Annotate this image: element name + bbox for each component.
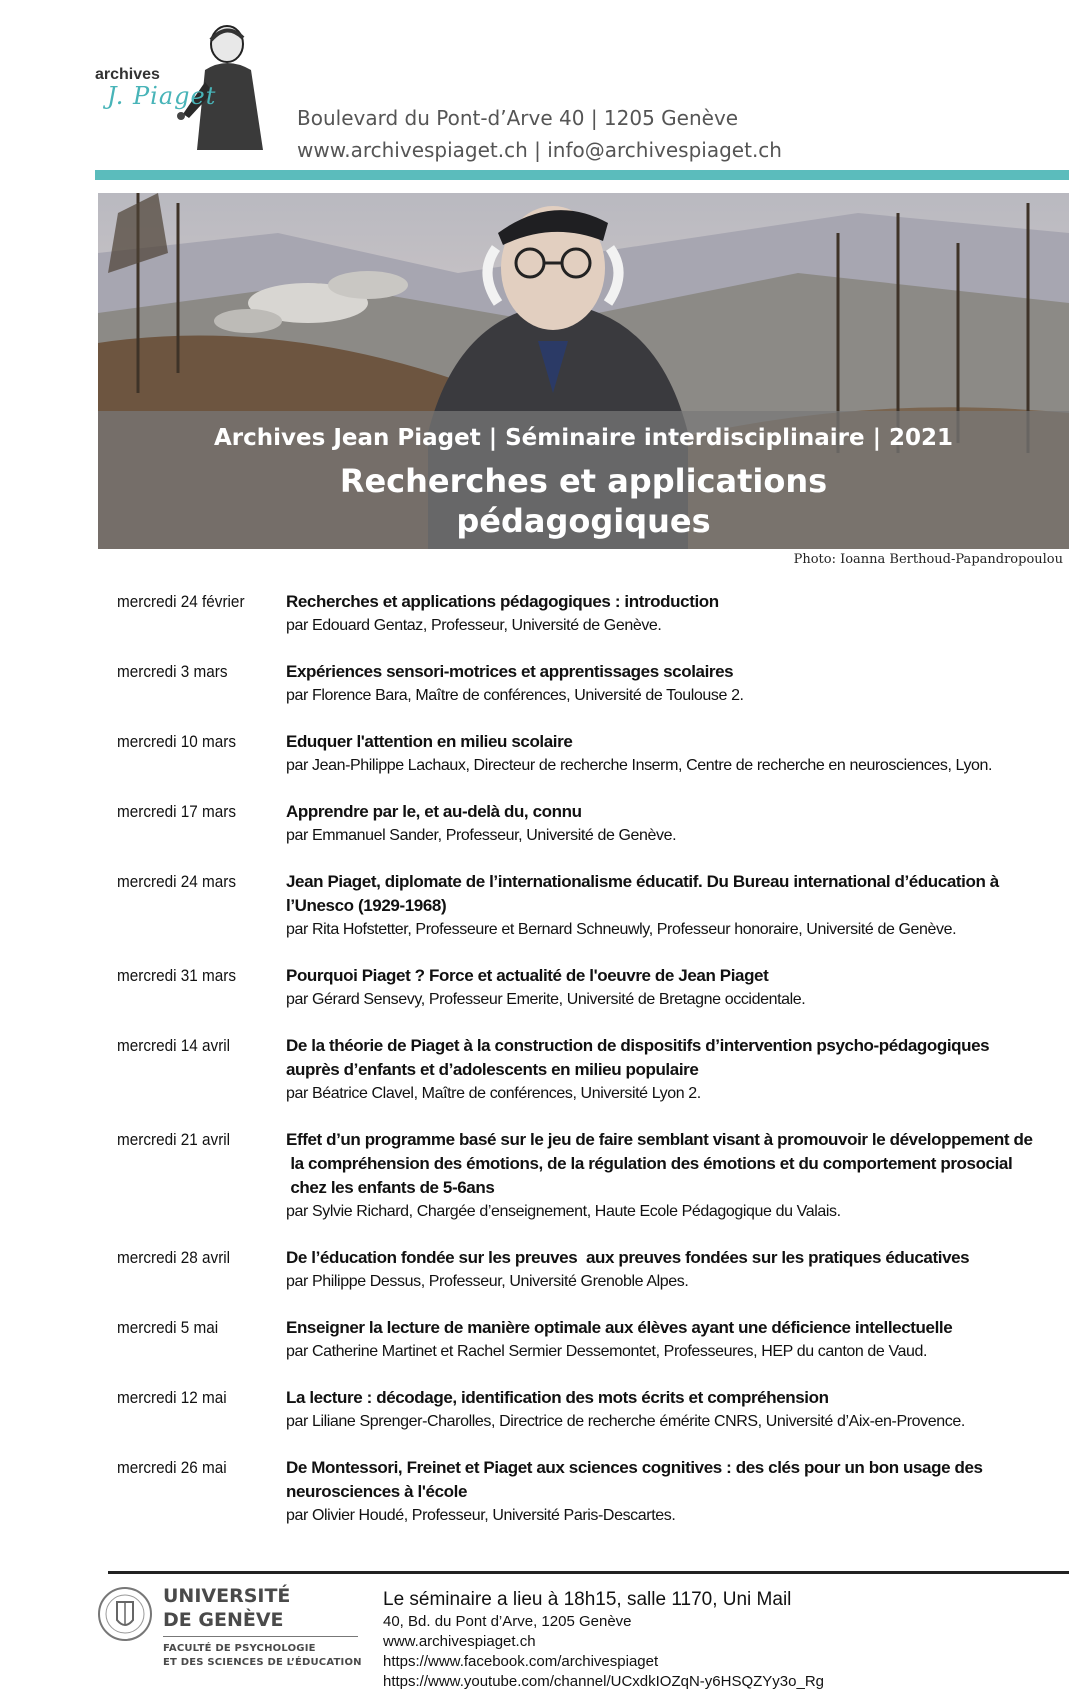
venue-info: [383, 1588, 824, 1692]
session-date: mercredi 21 avril: [117, 1130, 231, 1149]
header: [95, 22, 1069, 172]
session-body: [286, 1034, 1067, 1106]
seminar-header: Archives Jean Piaget | Séminaire interdisciplinaire | 2021: [214, 425, 953, 451]
session-row: [117, 1034, 1067, 1106]
session-title: Effet d’un programme basé sur le jeu de faire semblant visant à promouvoir le développement de: [286, 1130, 1033, 1149]
seminar-program: [117, 590, 1067, 1550]
session-speaker: par Liliane Sprenger-Charolles, Directrice de recherche émérite CNRS, Université d’Aix-en-Provence.: [286, 1413, 965, 1430]
session-speaker: par Olivier Houdé, Professeur, Université Paris-Descartes.: [286, 1507, 676, 1524]
session-body: [286, 1128, 1067, 1224]
youtube-link[interactable]: https://www.youtube.com/channel/UCxdkIOZqN-y6HSQZYy3o_Rg: [383, 1673, 825, 1690]
session-date: mercredi 12 mai: [117, 1388, 227, 1407]
session-date: mercredi 14 avril: [117, 1036, 231, 1055]
session-body: [286, 730, 1067, 778]
unige-name: [163, 1584, 290, 1632]
unige-name-line: UNIVERSITÉ: [163, 1585, 291, 1607]
seminar-title-line: Recherches et applications: [339, 462, 828, 500]
session-speaker: par Sylvie Richard, Chargée d’enseignement, Haute Ecole Pédagogique du Valais.: [286, 1203, 841, 1220]
website-link[interactable]: www.archivespiaget.ch: [383, 1633, 536, 1650]
session-title: Expériences sensori-motrices et apprentissages scolaires: [286, 662, 734, 681]
session-speaker: par Catherine Martinet et Rachel Sermier Dessemontet, Professeures, HEP du canton de Vaud.: [286, 1343, 928, 1360]
web-email-line[interactable]: www.archivespiaget.ch | info@archivespiaget.ch: [297, 138, 782, 162]
session-row: [117, 870, 1067, 942]
banner: [98, 193, 1069, 549]
session-body: [286, 800, 1067, 848]
session-speaker: par Jean-Philippe Lachaux, Directeur de recherche Inserm, Centre de recherche en neurosciences, Lyon.: [286, 757, 993, 774]
session-row: [117, 1246, 1067, 1294]
unige-rule: [163, 1636, 358, 1637]
session-row: [117, 1386, 1067, 1434]
session-date: mercredi 17 mars: [117, 802, 237, 821]
unige-name-line: DE GENÈVE: [163, 1609, 284, 1631]
faculty-line: ET DES SCIENCES DE L’ÉDUCATION: [163, 1657, 362, 1668]
session-row: [117, 660, 1067, 708]
session-body: [286, 1316, 1067, 1364]
venue-address: 40, Bd. du Pont d’Arve, 1205 Genève: [383, 1613, 632, 1630]
address-block: [297, 102, 782, 166]
photo-credit: Photo: Ioanna Berthoud-Papandropoulou: [793, 552, 1063, 567]
venue-main-line: Le séminaire a lieu à 18h15, salle 1170, Uni Mail: [383, 1589, 792, 1610]
session-title: auprès d’enfants et d’adolescents en milieu populaire: [286, 1060, 699, 1079]
session-title: Jean Piaget, diplomate de l’internationalisme éducatif. Du Bureau international d’éducation à: [286, 872, 999, 891]
unige-logo: [95, 1580, 365, 1700]
session-date: mercredi 10 mars: [117, 732, 237, 751]
session-body: [286, 1386, 1067, 1434]
seminar-title: [98, 461, 1069, 541]
header-divider: [95, 170, 1069, 180]
session-title: De l’éducation fondée sur les preuves aux preuves fondées sur les pratiques éducatives: [286, 1248, 970, 1267]
session-title: l’Unesco (1929-1968): [286, 896, 447, 915]
seminar-title-line: pédagogiques: [456, 502, 711, 540]
session-date: mercredi 28 avril: [117, 1248, 231, 1267]
session-date: mercredi 26 mai: [117, 1458, 227, 1477]
session-body: [286, 590, 1067, 638]
session-row: [117, 1316, 1067, 1364]
session-date: mercredi 31 mars: [117, 966, 237, 985]
session-body: [286, 1456, 1067, 1528]
session-body: [286, 870, 1067, 942]
session-speaker: par Gérard Sensevy, Professeur Emerite, Université de Bretagne occidentale.: [286, 991, 806, 1008]
session-speaker: par Béatrice Clavel, Maître de conférences, Université Lyon 2.: [286, 1085, 701, 1102]
faculty-line: FACULTÉ DE PSYCHOLOGIE: [163, 1643, 316, 1654]
session-title: Enseigner la lecture de manière optimale aux élèves ayant une déficience intellectuelle: [286, 1318, 953, 1337]
session-title: De Montessori, Freinet et Piaget aux sciences cognitives : des clés pour un bon usage des: [286, 1458, 983, 1477]
footer-divider: [108, 1571, 1069, 1574]
session-speaker: par Emmanuel Sander, Professeur, Université de Genève.: [286, 827, 677, 844]
session-speaker: par Rita Hofstetter, Professeure et Bernard Schneuwly, Professeur honoraire, Université de Genève.: [286, 921, 957, 938]
session-date: mercredi 3 mars: [117, 662, 228, 681]
session-date: mercredi 24 mars: [117, 872, 237, 891]
session-speaker: par Philippe Dessus, Professeur, Université Grenoble Alpes.: [286, 1273, 689, 1290]
session-title: chez les enfants de 5-6ans: [286, 1178, 495, 1197]
session-title: neurosciences à l'école: [286, 1482, 467, 1501]
session-title: Apprendre par le, et au-delà du, connu: [286, 802, 582, 821]
session-title: La lecture : décodage, identification des mots écrits et compréhension: [286, 1388, 829, 1407]
session-row: [117, 730, 1067, 778]
session-row: [117, 964, 1067, 1012]
session-title: Recherches et applications pédagogiques : introduction: [286, 592, 719, 611]
archives-piaget-logo: [95, 22, 295, 142]
session-speaker: par Edouard Gentaz, Professeur, Université de Genève.: [286, 617, 662, 634]
session-speaker: par Florence Bara, Maître de conférences, Université de Toulouse 2.: [286, 687, 744, 704]
session-date: mercredi 24 février: [117, 592, 245, 611]
session-row: [117, 590, 1067, 638]
facebook-link[interactable]: https://www.facebook.com/archivespiaget: [383, 1653, 659, 1670]
session-title: Eduquer l'attention en milieu scolaire: [286, 732, 573, 751]
session-title: Pourquoi Piaget ? Force et actualité de l'oeuvre de Jean Piaget: [286, 966, 769, 985]
address-line: Boulevard du Pont-d’Arve 40 | 1205 Genève: [297, 106, 739, 130]
session-title: la compréhension des émotions, de la régulation des émotions et du comportement prosocial: [286, 1154, 1013, 1173]
logo-word: archives: [95, 66, 160, 83]
faculty-name: [163, 1642, 362, 1670]
session-body: [286, 1246, 1067, 1294]
unige-seal-icon: [95, 1580, 155, 1650]
session-row: [117, 1128, 1067, 1224]
logo-signature: J. Piaget: [107, 82, 217, 110]
session-row: [117, 1456, 1067, 1528]
session-row: [117, 800, 1067, 848]
session-body: [286, 964, 1067, 1012]
session-date: mercredi 5 mai: [117, 1318, 219, 1337]
session-title: De la théorie de Piaget à la construction de dispositifs d’intervention psycho-pédagogiques: [286, 1036, 990, 1055]
session-body: [286, 660, 1067, 708]
